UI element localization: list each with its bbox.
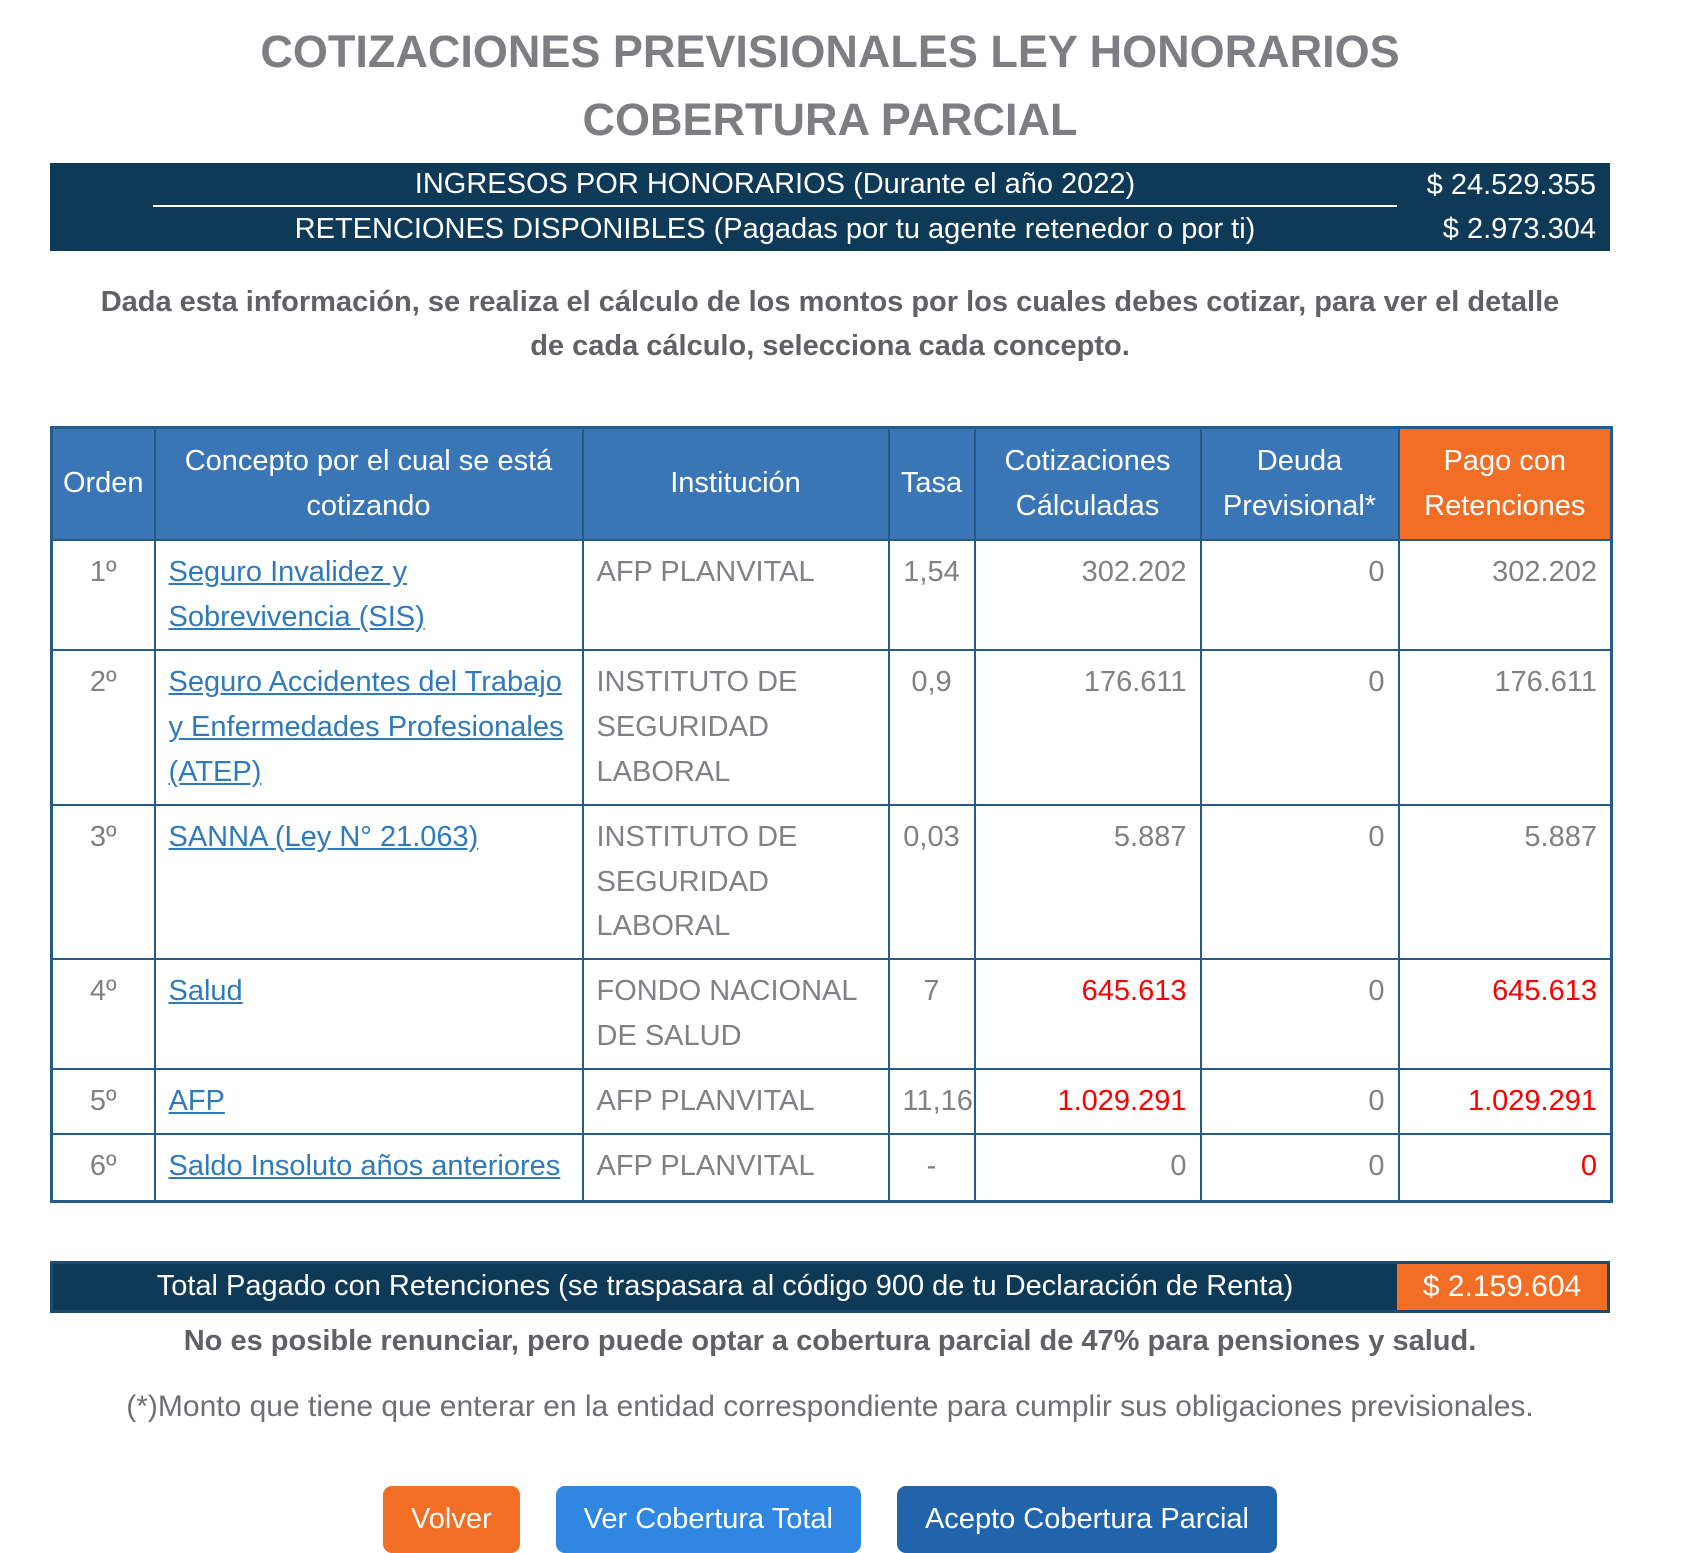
retenciones-label: RETENCIONES DISPONIBLES (Pagadas por tu agente retenedor o por ti) xyxy=(294,212,1256,245)
col-header-deuda: Deuda Previsional* xyxy=(1201,428,1399,540)
asterisk-note: (*)Monto que tiene que enterar en la entidad correspondiente para cumplir sus obligaciones previsionales. xyxy=(126,1389,1534,1423)
tasa-cell: 11,16 xyxy=(889,1069,975,1134)
ver-cobertura-total-button[interactable]: Ver Cobertura Total xyxy=(556,1486,861,1553)
concepto-link-atep[interactable]: Seguro Accidentes del Trabajo y Enfermedades Profesionales (ATEP) xyxy=(168,665,564,788)
pago-cell: 5.887 xyxy=(1399,805,1612,960)
orden-cell: 1º xyxy=(52,540,155,650)
ingresos-label: INGRESOS POR HONORARIOS (Durante el año 2022) xyxy=(153,163,1397,207)
cotizaciones-cell: 645.613 xyxy=(975,959,1201,1069)
orden-cell: 4º xyxy=(52,959,155,1069)
tasa-cell: 7 xyxy=(889,959,975,1069)
institucion-cell: AFP PLANVITAL xyxy=(583,540,889,650)
table-row xyxy=(52,540,1612,650)
table-header-row xyxy=(52,428,1612,540)
col-header-institucion: Institución xyxy=(583,428,889,540)
table-row xyxy=(52,959,1612,1069)
income-summary-bar xyxy=(50,163,1610,251)
concepto-cell xyxy=(155,805,583,960)
deuda-cell: 0 xyxy=(1201,959,1399,1069)
table-row xyxy=(52,1134,1612,1201)
deuda-cell: 0 xyxy=(1201,540,1399,650)
institucion-cell: AFP PLANVITAL xyxy=(583,1134,889,1201)
volver-button[interactable]: Volver xyxy=(383,1486,520,1553)
acepto-cobertura-parcial-button[interactable]: Acepto Cobertura Parcial xyxy=(897,1486,1277,1553)
page-title-line1: COTIZACIONES PREVISIONALES LEY HONORARIOS xyxy=(260,26,1400,77)
page xyxy=(50,18,1610,1553)
col-header-tasa: Tasa xyxy=(889,428,975,540)
action-buttons xyxy=(50,1486,1610,1553)
col-header-orden: Orden xyxy=(52,428,155,540)
total-value-badge: $ 2.159.604 xyxy=(1397,1264,1607,1310)
tasa-cell: 0,03 xyxy=(889,805,975,960)
cotizaciones-cell: 176.611 xyxy=(975,650,1201,805)
col-header-cotizaciones: Cotizaciones Cálculadas xyxy=(975,428,1201,540)
partial-coverage-note: No es posible renunciar, pero puede optar a cobertura parcial de 47% para pensiones y salud. xyxy=(183,1324,1477,1357)
pago-cell: 176.611 xyxy=(1399,650,1612,805)
col-header-concepto: Concepto por el cual se está cotizando xyxy=(155,428,583,540)
summary-spacer xyxy=(50,163,153,207)
ingresos-value: $ 24.529.355 xyxy=(1426,168,1596,201)
concepto-link-salud[interactable]: Salud xyxy=(168,975,243,1008)
deuda-cell: 0 xyxy=(1201,650,1399,805)
tasa-cell: - xyxy=(889,1134,975,1201)
concepto-cell xyxy=(155,540,583,650)
cotizaciones-cell: 5.887 xyxy=(975,805,1201,960)
cotizaciones-cell: 0 xyxy=(975,1134,1201,1201)
concepto-cell xyxy=(155,650,583,805)
summary-spacer xyxy=(50,207,153,251)
table-row xyxy=(52,805,1612,960)
institucion-cell: FONDO NACIONAL DE SALUD xyxy=(583,959,889,1069)
concepto-cell xyxy=(155,1134,583,1201)
orden-cell: 6º xyxy=(52,1134,155,1201)
pago-cell: 302.202 xyxy=(1399,540,1612,650)
page-title xyxy=(50,18,1610,153)
intro-text: Dada esta información, se realiza el cálculo de los montos por los cuales debes cotizar, para ver el detalle de cada cálculo, selecciona cada concepto. xyxy=(100,286,1560,362)
total-label: Total Pagado con Retenciones (se traspasara al código 900 de tu Declaración de Renta) xyxy=(156,1270,1294,1303)
cotizaciones-cell: 302.202 xyxy=(975,540,1201,650)
institucion-cell: AFP PLANVITAL xyxy=(583,1069,889,1134)
pago-cell: 645.613 xyxy=(1399,959,1612,1069)
concepto-link-sis[interactable]: Seguro Invalidez y Sobrevivencia (SIS) xyxy=(168,555,425,633)
summary-row-retenciones xyxy=(50,207,1610,251)
concepto-cell xyxy=(155,1069,583,1134)
pago-cell: 0 xyxy=(1399,1134,1612,1201)
table-row xyxy=(52,1069,1612,1134)
institucion-cell: INSTITUTO DE SEGURIDAD LABORAL xyxy=(583,805,889,960)
contributions-table xyxy=(50,426,1613,1203)
tasa-cell: 0,9 xyxy=(889,650,975,805)
total-bar xyxy=(50,1261,1610,1313)
institucion-cell: INSTITUTO DE SEGURIDAD LABORAL xyxy=(583,650,889,805)
concepto-link-saldo-insoluto[interactable]: Saldo Insoluto años anteriores xyxy=(168,1150,561,1183)
concepto-link-sanna[interactable]: SANNA (Ley N° 21.063) xyxy=(168,820,479,853)
orden-cell: 3º xyxy=(52,805,155,960)
pago-cell: 1.029.291 xyxy=(1399,1069,1612,1134)
concepto-link-afp[interactable]: AFP xyxy=(168,1085,225,1118)
retenciones-value: $ 2.973.304 xyxy=(1442,212,1596,245)
orden-cell: 2º xyxy=(52,650,155,805)
col-header-pago-retenciones: Pago con Retenciones xyxy=(1399,428,1612,540)
cotizaciones-cell: 1.029.291 xyxy=(975,1069,1201,1134)
concepto-cell xyxy=(155,959,583,1069)
deuda-cell: 0 xyxy=(1201,1134,1399,1201)
table-row xyxy=(52,650,1612,805)
page-title-line2: COBERTURA PARCIAL xyxy=(582,93,1078,145)
summary-row-ingresos xyxy=(50,163,1610,207)
deuda-cell: 0 xyxy=(1201,1069,1399,1134)
orden-cell: 5º xyxy=(52,1069,155,1134)
deuda-cell: 0 xyxy=(1201,805,1399,960)
tasa-cell: 1,54 xyxy=(889,540,975,650)
